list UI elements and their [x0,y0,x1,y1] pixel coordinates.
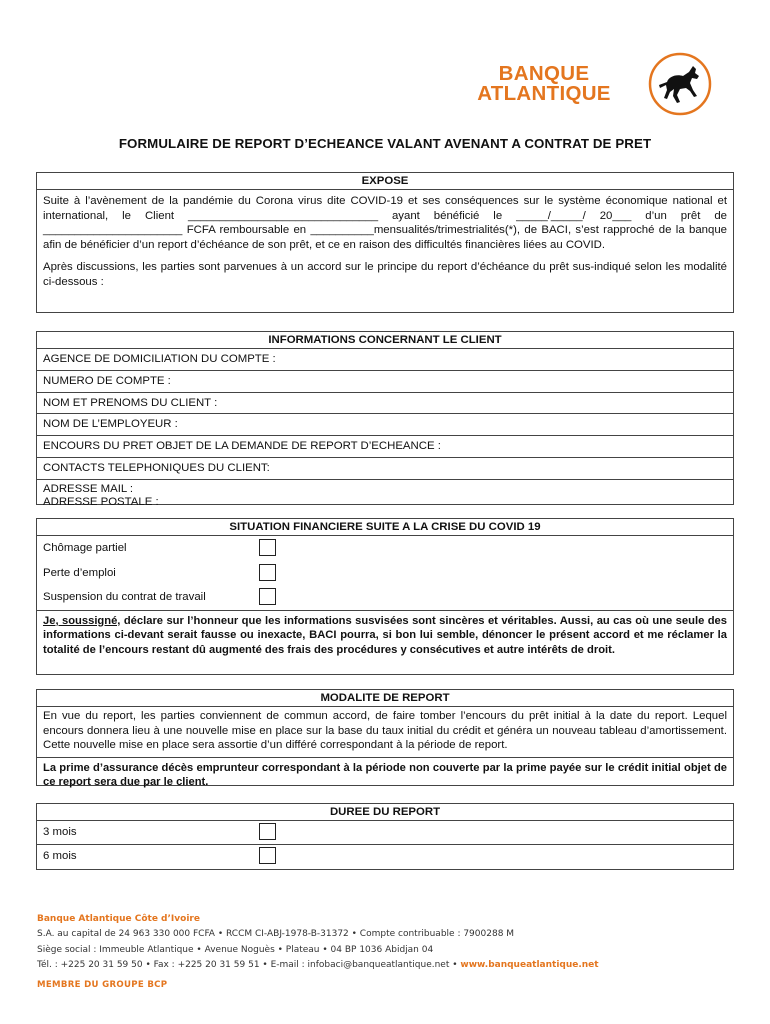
client-field-phone[interactable]: CONTACTS TELEPHONIQUES DU CLIENT: [37,458,733,480]
duration-heading: DUREE DU REPORT [37,804,733,821]
client-field-loan-balance[interactable]: ENCOURS DU PRET OBJET DE LA DEMANDE DE REPORT D’ECHEANCE : [37,436,733,458]
declaration-lead: Je, soussigné, [43,614,121,627]
footer-contact-info: Tél. : +225 20 31 59 50 • Fax : +225 20 31 59 51 • E-mail : infobaci@banqueatlantique.net • [37,960,461,970]
report-duration-section [36,803,734,870]
client-field-addresses[interactable] [37,480,733,510]
report-terms-text: En vue du report, les parties conviennent de commun accord, de faire tomber l’encours du prêt initial à la date du report. Lequel encours donnera lieu à une nouvelle mise en place sur la base du taux initial du crédit et généra un nouveau tableau d’amortissement. Cette nouvelle mise en place sera assortie d’un différé correspondant à la période de report. [43,710,727,752]
financial-situation-section [36,518,734,675]
expose-paragraph-1: Suite à l’avènement de la pandémie du Corona virus dite COVID-19 et ses conséquences sur le système économique national et international, le Client ______________________________ ayant bénéficié le _____/_____/ 20___ d’un prêt de ______________________ FCFA remboursable en __________mensualités/trimestrialités(*), de BACI, s’est rapproché de la banque afin de bénéficier d’un report d’échéance de son prêt, et ce en raison des difficultés financières liées au COVID. [43,195,727,251]
client-info-section [36,331,734,509]
declaration-body: déclare sur l’honneur que les informations susvisées sont sincères et véritables. Aussi, au cas où une seule des informations ci-devant serait fausse ou inexacte, BACI pourra, si bon lui semble, dénoncer le présent accord et me réclamer la totalité de l’encours restant dû augmenté des frais des procédures y consécutives et autre intérêts de droit. [43,614,727,656]
bank-logo [455,52,717,116]
checkbox-contract-suspension[interactable] [259,588,276,605]
report-terms-section [36,689,734,789]
footer-address: Siège social : Immeuble Atlantique • Avenue Noguès • Plateau • 04 BP 1036 Abidjan 04 [37,944,434,955]
footer [37,914,737,990]
client-field-email[interactable]: ADRESSE MAIL : [43,482,134,495]
option-partial-unemployment [37,536,733,561]
option-contract-suspension [37,585,733,610]
client-field-agency[interactable]: AGENCE DE DOMICILIATION DU COMPTE : [37,349,733,371]
insurance-note: La prime d’assurance décès emprunteur correspondant à la période non couverte par la prime payée sur le crédit initial objet de ce report sera due par le client. [37,757,733,790]
client-field-postal[interactable]: ADRESSE POSTALE : [43,496,159,509]
checkbox-3-months[interactable] [259,823,276,840]
option-label: 3 mois [43,826,77,838]
option-6-months [37,844,733,868]
checkbox-6-months[interactable] [259,847,276,864]
document-title: FORMULAIRE DE REPORT D’ECHEANCE VALANT AVENANT A CONTRAT DE PRET [118,136,652,151]
checkbox-job-loss[interactable] [259,564,276,581]
footer-contacts [37,958,737,974]
client-field-employer[interactable]: NOM DE L’EMPLOYEUR : [37,414,733,436]
checkbox-partial-unemployment[interactable] [259,539,276,556]
option-3-months [37,821,733,844]
logo-text [455,64,633,104]
option-label: Perte d’emploi [43,566,116,579]
client-info-heading: INFORMATIONS CONCERNANT LE CLIENT [37,332,733,349]
expose-section [36,172,734,313]
logo-line-2: ATLANTIQUE [477,82,611,105]
report-terms-heading: MODALITE DE REPORT [37,690,733,707]
option-label: Chômage partiel [43,542,127,554]
footer-member: MEMBRE DU GROUPE BCP [37,979,168,990]
client-field-name[interactable]: NOM ET PRENOMS DU CLIENT : [37,393,733,415]
footer-legal: S.A. au capital de 24 963 330 000 FCFA • RCCM CI-ABJ-1978-B-31372 • Compte contribuable : 7900288 M [37,929,515,939]
option-job-loss [37,561,733,586]
option-label: 6 mois [43,849,77,862]
logo-line-1: BANQUE [498,62,590,85]
horse-icon [647,52,713,116]
footer-company: Banque Atlantique Côte d’Ivoire [37,914,200,924]
declaration-text [37,610,733,657]
website-link[interactable]: www.banqueatlantique.net [460,960,599,970]
client-field-account-number[interactable]: NUMERO DE COMPTE : [37,371,733,393]
expose-heading: EXPOSE [37,173,733,190]
option-label: Suspension du contrat de travail [43,591,206,604]
situation-heading: SITUATION FINANCIERE SUITE A LA CRISE DU COVID 19 [37,519,733,536]
expose-paragraph-2: Après discussions, les parties sont parvenues à un accord sur le principe du report d’échéance du prêt sus-indiqué selon les modalité ci-dessous : [43,261,727,288]
